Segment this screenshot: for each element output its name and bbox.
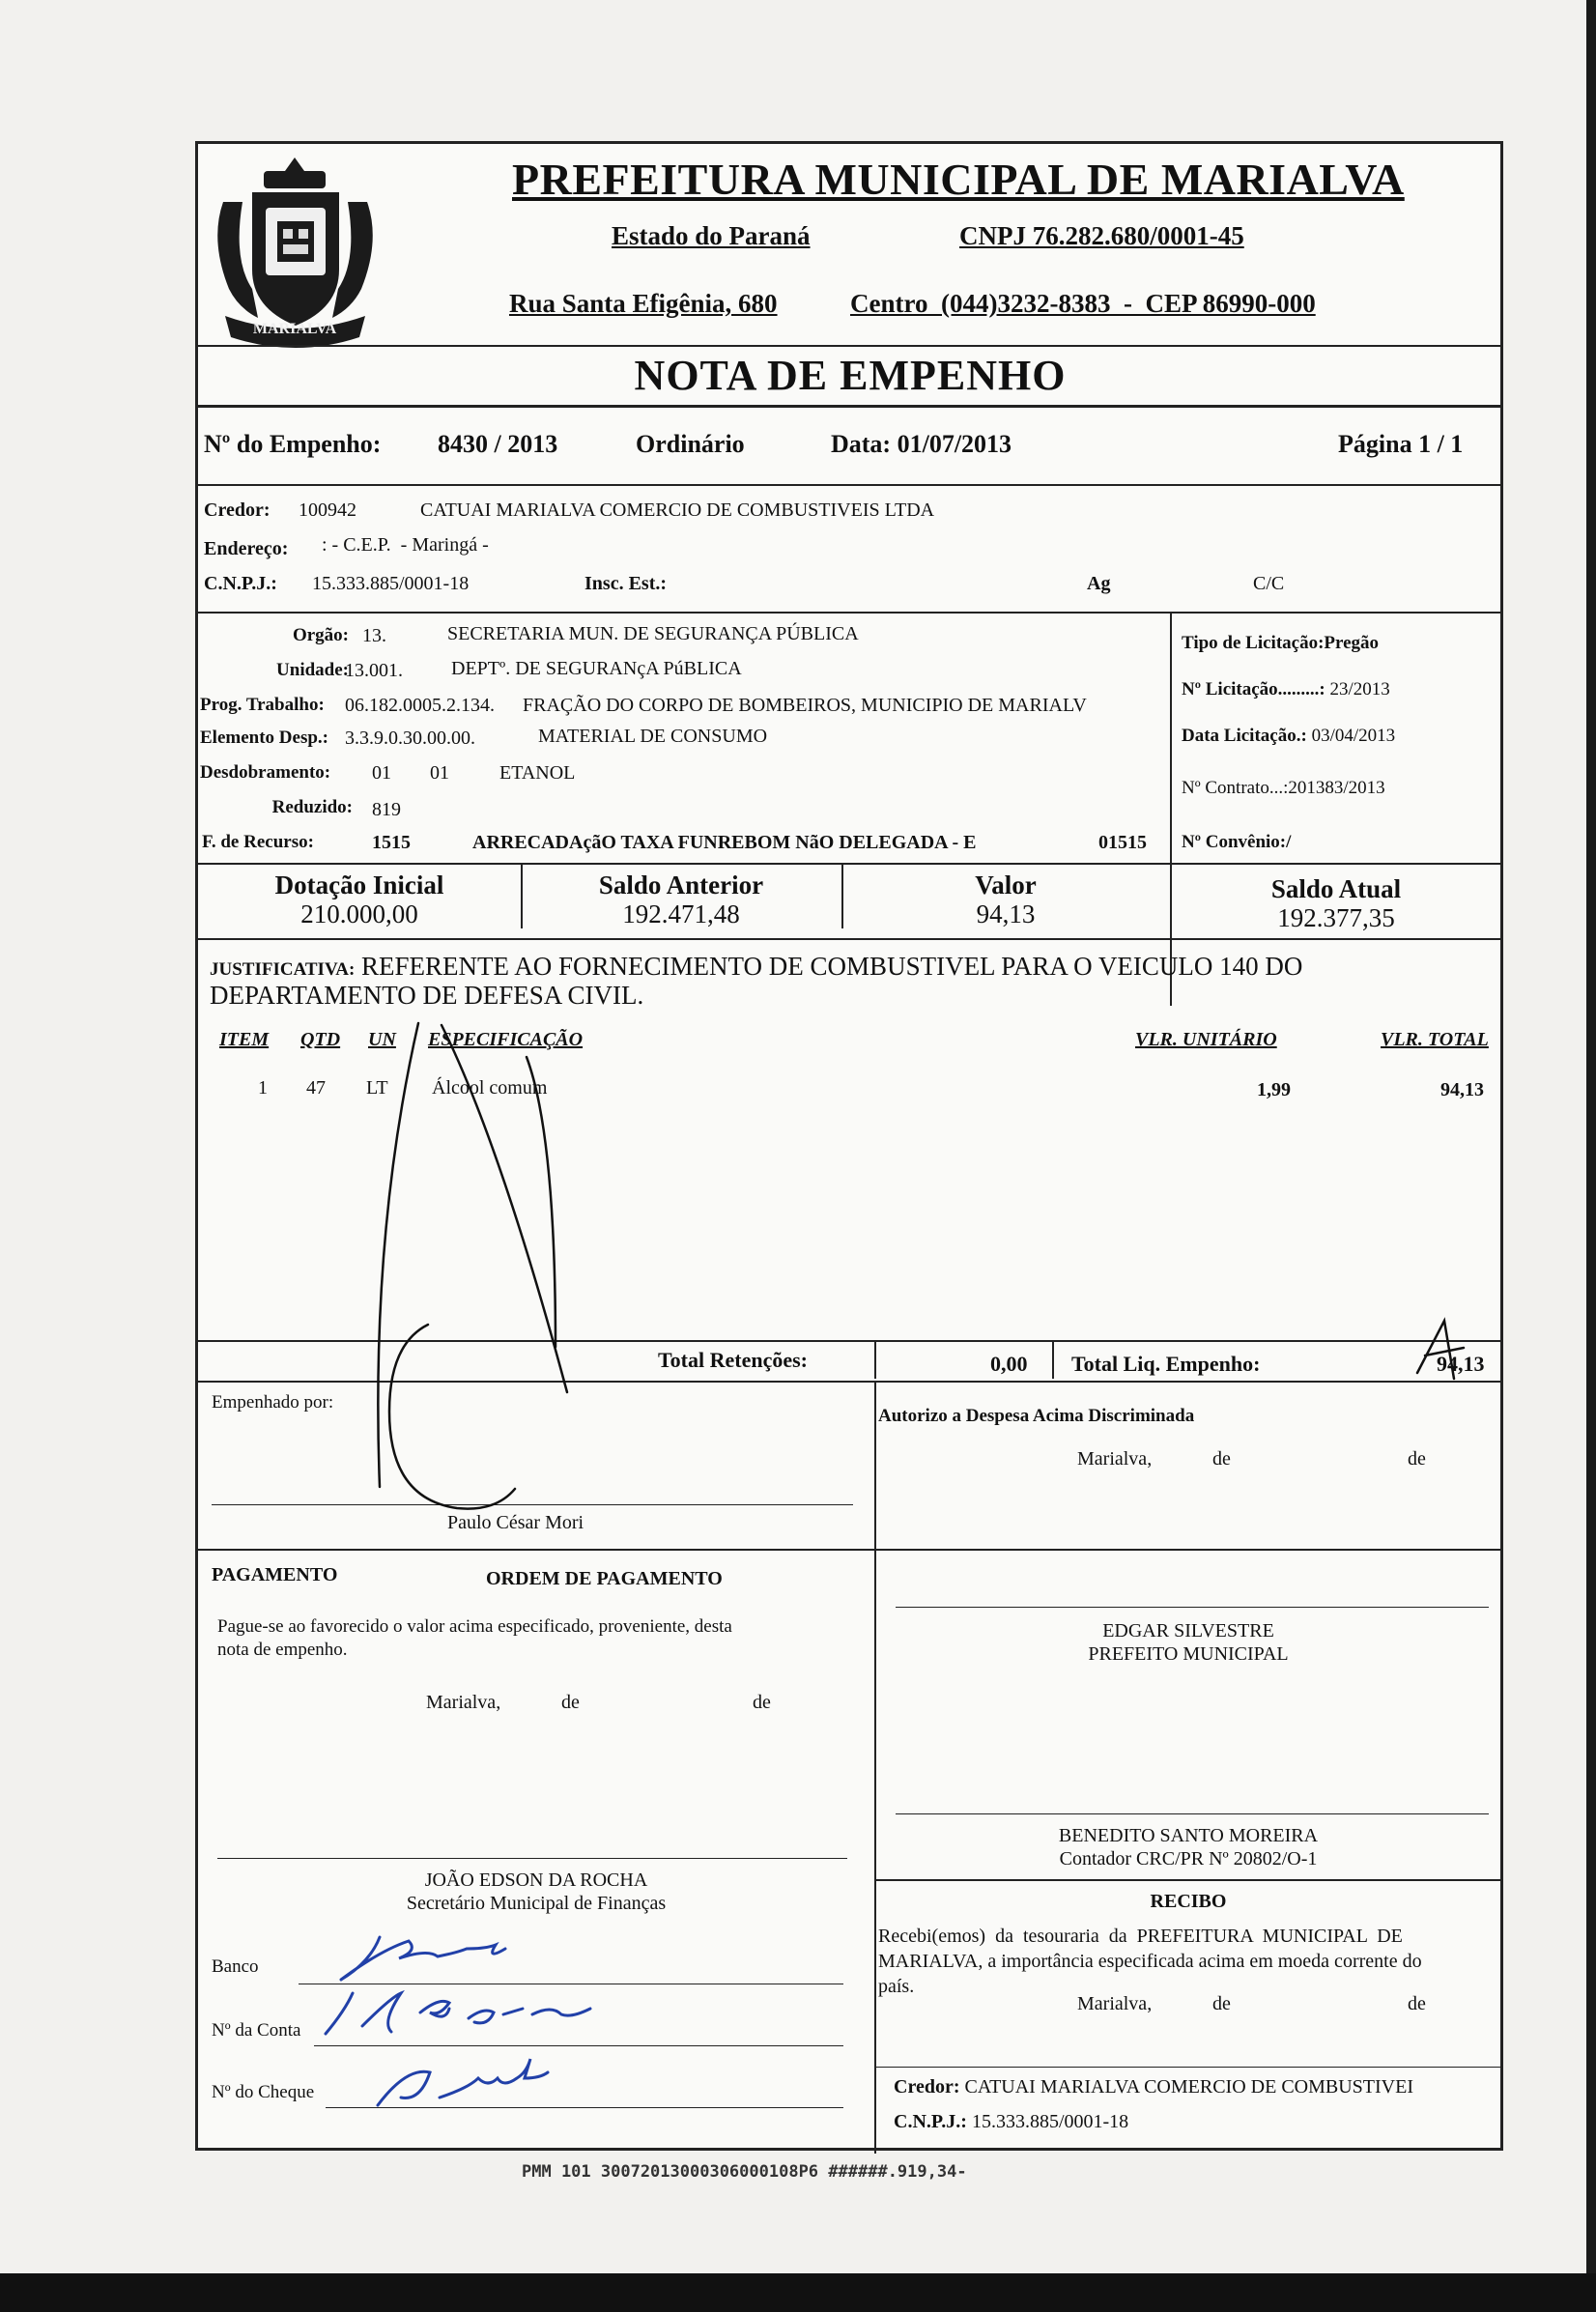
recibo-de-1: de <box>1212 1993 1231 2014</box>
street-address: Rua Santa Efigênia, 680 <box>509 289 778 318</box>
empenho-number-label: Nº do Empenho: <box>204 430 382 458</box>
col-header-total: VLR. TOTAL <box>1381 1029 1489 1050</box>
recibo-credor-name: CATUAI MARIALVA COMERCIO DE COMBUSTIVEI <box>964 2076 1413 2098</box>
autorizo-de-2: de <box>1408 1448 1426 1470</box>
scan-edge <box>1586 0 1596 2312</box>
recibo-de-2: de <box>1408 1993 1426 2014</box>
autorizo-place: Marialva, <box>1077 1448 1153 1470</box>
desdobramento-b: 01 <box>430 762 449 784</box>
recibo-place: Marialva, <box>1077 1993 1153 2014</box>
credor-label: Credor: <box>204 500 271 521</box>
licitacao-date-label: Data Licitação.: <box>1182 726 1307 746</box>
municipality-title: PREFEITURA MUNICIPAL DE MARIALVA <box>512 155 1405 204</box>
prefeito-role: PREFEITO MUNICIPAL <box>1088 1643 1289 1665</box>
conta-handwriting <box>326 1993 590 2034</box>
pagamento-text-2: nota de empenho. <box>217 1640 348 1660</box>
secretario-role: Secretário Municipal de Finanças <box>406 1893 667 1914</box>
valor-label: Valor <box>975 871 1037 899</box>
col-header-item: ITEM <box>219 1029 270 1050</box>
licitacao-number-label: Nº Licitação.........: <box>1182 679 1325 699</box>
saldo-anterior-value: 192.471,48 <box>622 899 740 928</box>
empenho-number: 8430 / 2013 <box>438 430 558 458</box>
agency-label: Ag <box>1087 573 1111 594</box>
desdobramento-name: ETANOL <box>499 762 576 784</box>
recurso-code: 1515 <box>372 832 411 853</box>
col-header-spec: ESPECIFICAÇÃO <box>428 1029 584 1050</box>
dotacao-value: 210.000,00 <box>300 899 418 928</box>
tipo-licitacao: Tipo de Licitação:Pregão <box>1182 633 1380 653</box>
endereco-value: : - C.E.P. - Maringá - <box>322 534 489 556</box>
elemento-label: Elemento Desp.: <box>200 728 328 748</box>
recurso-label: F. de Recurso: <box>202 832 314 852</box>
recurso-name: ARRECADAçãO TAXA FUNREBOM NãO DELEGADA - E <box>472 832 977 853</box>
justificativa-line-1: REFERENTE AO FORNECIMENTO DE COMBUSTIVEL PARA O VEICULO 140 DO <box>361 952 1303 981</box>
total-liq-value: 94,13 <box>1437 1352 1485 1376</box>
contador-name: BENEDITO SANTO MOREIRA <box>1058 1825 1319 1846</box>
recibo-line-2: MARIALVA, a importância especificada acima em moeda corrente do <box>878 1951 1422 1972</box>
recibo-line-3: país. <box>878 1976 915 1997</box>
credor-name: CATUAI MARIALVA COMERCIO DE COMBUSTIVEIS LTDA <box>420 500 935 521</box>
signature-stroke <box>389 1325 515 1509</box>
empenho-date: Data: 01/07/2013 <box>831 430 1012 458</box>
conta-label: Nº da Conta <box>212 2020 301 2041</box>
total-retencoes-label: Total Retenções: <box>658 1348 808 1372</box>
prefeito-name: EDGAR SILVESTRE <box>1102 1620 1274 1641</box>
unidade-label: Unidade: <box>276 660 349 680</box>
prog-trabalho-code: 06.182.0005.2.134. <box>345 695 495 716</box>
contrato-number: Nº Contrato...:201383/2013 <box>1182 778 1385 798</box>
pagamento-de-1: de <box>561 1692 580 1713</box>
saldo-atual-label: Saldo Atual <box>1270 874 1402 903</box>
scan-edge <box>0 2273 1596 2312</box>
orgao-name: SECRETARIA MUN. DE SEGURANÇA PÚBLICA <box>447 623 859 644</box>
reduzido-value: 819 <box>372 799 401 820</box>
unidade-name: DEPTº. DE SEGURANçA PúBLICA <box>451 658 742 679</box>
document-title: NOTA DE EMPENHO <box>634 352 1067 399</box>
col-header-qtd: QTD <box>300 1029 341 1050</box>
total-liq-label: Total Liq. Empenho: <box>1071 1352 1261 1376</box>
recibo-cnpj-label: C.N.P.J.: <box>894 2111 967 2132</box>
footer-code: PMM 101 30072013000306000108P6 ######.919,34- <box>522 2162 967 2182</box>
ordem-pagamento-label: ORDEM DE PAGAMENTO <box>486 1568 723 1589</box>
orgao-code: 13. <box>362 625 386 646</box>
saldo-atual-value: 192.377,35 <box>1277 903 1395 932</box>
recibo-cnpj-value: 15.333.885/0001-18 <box>971 2111 1129 2132</box>
item-number: 1 <box>258 1077 268 1099</box>
cheque-label: Nº do Cheque <box>212 2082 315 2102</box>
recibo-line-1: Recebi(emos) da tesouraria da PREFEITURA MUNICIPAL DE <box>878 1926 1403 1947</box>
total-retencoes-value: 0,00 <box>990 1352 1028 1376</box>
reduzido-label: Reduzido: <box>271 797 353 817</box>
signature-stroke <box>527 1057 556 1347</box>
insc-est-label: Insc. Est.: <box>584 573 668 594</box>
account-label: C/C <box>1253 573 1285 594</box>
banco-label: Banco <box>212 1956 259 1977</box>
unidade-code: 13.001. <box>345 660 403 681</box>
crest-icon <box>206 154 385 361</box>
item-qtd: 47 <box>306 1077 326 1099</box>
prog-trabalho-name: FRAÇÃO DO CORPO DE BOMBEIROS, MUNICIPIO DE MARIALV <box>523 695 1087 716</box>
state-name: Estado do Paraná <box>612 221 811 250</box>
col-header-un: UN <box>368 1029 396 1050</box>
pagamento-label: PAGAMENTO <box>212 1564 338 1585</box>
elemento-code: 3.3.9.0.30.00.00. <box>345 728 475 749</box>
empenhado-por-label: Empenhado por: <box>212 1392 334 1413</box>
recurso-code-2: 01515 <box>1098 832 1147 853</box>
dotacao-label: Dotação Inicial <box>274 871 444 899</box>
orgao-label: Orgão: <box>292 625 349 645</box>
item-total: 94,13 <box>1440 1079 1484 1100</box>
empenhado-por-name: Paulo César Mori <box>447 1512 584 1533</box>
justificativa-label: JUSTIFICATIVA: <box>210 959 356 980</box>
municipal-crest <box>206 154 385 361</box>
cnpj-header: CNPJ 76.282.680/0001-45 <box>959 221 1244 250</box>
elemento-name: MATERIAL DE CONSUMO <box>538 726 768 747</box>
autorizo-de-1: de <box>1212 1448 1231 1470</box>
pagamento-text-1: Pague-se ao favorecido o valor acima especificado, proveniente, desta <box>217 1616 732 1637</box>
desdobramento-a: 01 <box>372 762 391 784</box>
item-unit-price: 1,99 <box>1257 1079 1291 1100</box>
cheque-handwriting <box>378 2059 548 2105</box>
cnpj-value: 15.333.885/0001-18 <box>312 573 470 594</box>
recibo-credor-label: Credor: <box>894 2076 960 2098</box>
col-header-unit-price: VLR. UNITÁRIO <box>1135 1029 1277 1050</box>
convenio-number: Nº Convênio:/ <box>1182 832 1292 852</box>
desdobramento-label: Desdobramento: <box>200 762 331 783</box>
pagamento-place: Marialva, <box>426 1692 501 1713</box>
credor-code: 100942 <box>299 500 356 521</box>
saldo-anterior-label: Saldo Anterior <box>598 871 764 899</box>
justificativa-line-2: DEPARTAMENTO DE DEFESA CIVIL. <box>210 981 644 1010</box>
district-phone-cep: Centro (044)3232-8383 - CEP 86990-000 <box>850 289 1316 318</box>
endereco-label: Endereço: <box>204 538 289 559</box>
item-un: LT <box>366 1077 388 1099</box>
page-number: Página 1 / 1 <box>1338 430 1464 458</box>
banco-handwriting <box>341 1937 505 1980</box>
item-spec: Álcool comum <box>432 1077 548 1099</box>
secretario-name: JOÃO EDSON DA ROCHA <box>424 1870 648 1891</box>
cnpj-label: C.N.P.J.: <box>204 573 277 594</box>
pagamento-de-2: de <box>753 1692 771 1713</box>
recibo-title: RECIBO <box>1150 1891 1227 1912</box>
nota-de-empenho-form <box>195 141 1503 2151</box>
valor-value: 94,13 <box>976 899 1036 928</box>
licitacao-number: 23/2013 <box>1329 679 1390 699</box>
licitacao-date: 03/04/2013 <box>1311 726 1396 746</box>
contador-role: Contador CRC/PR Nº 20802/O-1 <box>1059 1848 1318 1870</box>
crest-banner-text: MARIALVA <box>252 321 337 337</box>
autorizo-text: Autorizo a Despesa Acima Discriminada <box>878 1406 1195 1426</box>
prog-trabalho-label: Prog. Trabalho: <box>200 695 325 715</box>
empenho-type: Ordinário <box>636 430 745 458</box>
